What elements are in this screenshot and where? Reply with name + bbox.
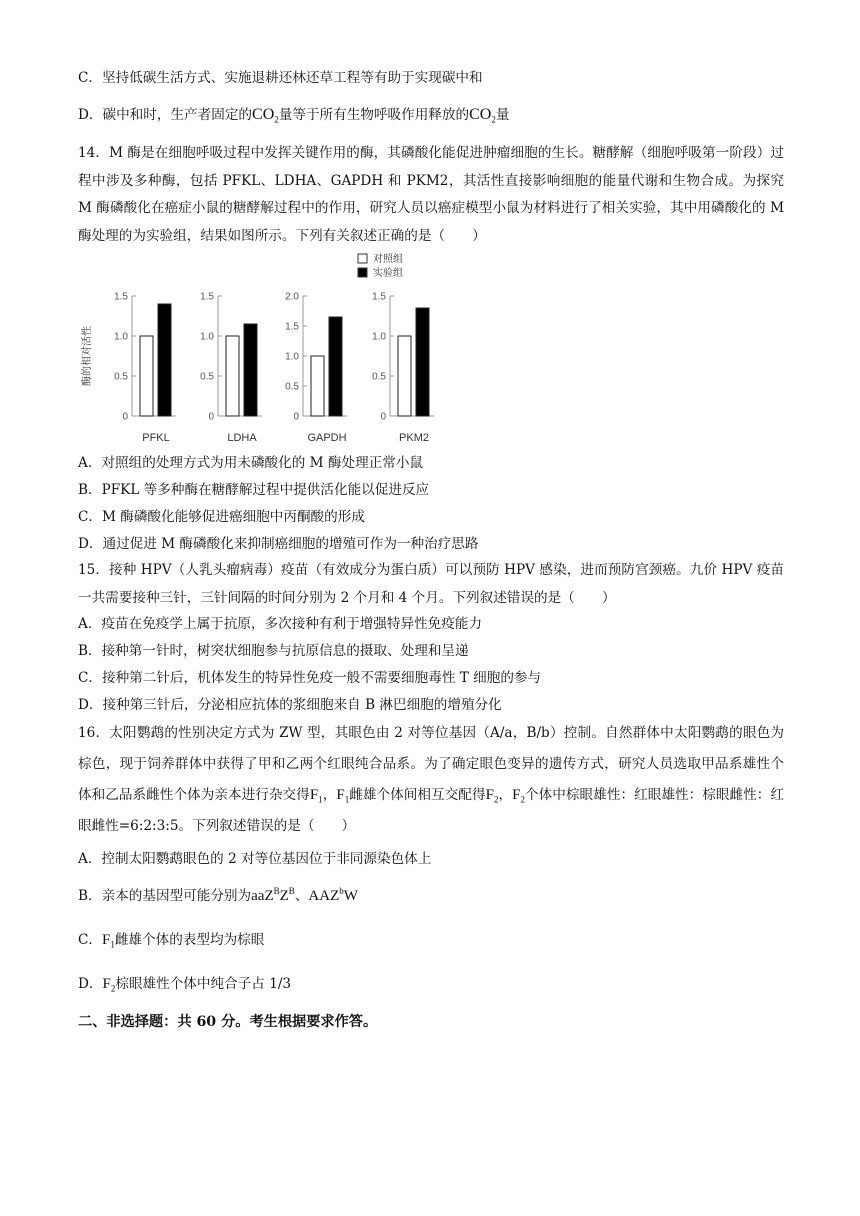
bar-GAPDH-experiment bbox=[329, 317, 342, 416]
legend-swatch-experiment bbox=[358, 268, 367, 277]
y-tick-label-PKM2: 1.0 bbox=[372, 331, 386, 343]
q16-option-b: B．亲本的基因型可能分别为$aaZ^BZ^B$、AAZ$^b$W bbox=[78, 886, 358, 904]
y-tick-label-PFKL: 0.5 bbox=[114, 371, 128, 383]
bar-GAPDH-control bbox=[311, 356, 324, 416]
q14-bar-chart bbox=[78, 248, 448, 448]
q13-option-d: D．碳中和时，生产者固定的$CO_2$量等于所有生物呼吸作用释放的$CO_2$量 bbox=[78, 106, 510, 125]
y-tick-label-PKM2: 1.5 bbox=[372, 291, 386, 303]
bar-PKM2-experiment bbox=[416, 308, 429, 416]
q15-stem: 15．接种 HPV（人乳头瘤病毒）疫苗（有效成分为蛋白质）可以预防 HPV 感染，进而预防宫颈癌。九价 HPV 疫苗一共需要接种三针，三针间隔的时间分别为 2 个月和 4 个月。下列叙述错误的是（ ） bbox=[78, 562, 784, 606]
y-tick-label-PKM2: 0 bbox=[380, 411, 386, 423]
category-label-GAPDH: GAPDH bbox=[307, 432, 347, 444]
y-tick-label-GAPDH: 0 bbox=[293, 411, 299, 423]
q14-option-c: C．M 酶磷酸化能够促进癌细胞中丙酮酸的形成 bbox=[78, 509, 365, 525]
bar-PFKL-control bbox=[140, 336, 153, 416]
category-label-PKM2: PKM2 bbox=[399, 432, 429, 444]
q13-option-c: C．坚持低碳生活方式、实施退耕还林还草工程等有助于实现碳中和 bbox=[78, 70, 483, 86]
q15-option-a: A．疫苗在免疫学上属于抗原，多次接种有利于增强特异性免疫能力 bbox=[78, 616, 483, 632]
q16-option-d: D．$F_2$棕眼雄性个体中纯合子占 1/3 bbox=[78, 976, 292, 994]
y-tick-label-GAPDH: 2.0 bbox=[285, 291, 299, 303]
section-2-heading: 二、非选择题：共 60 分。考生根据要求作答。 bbox=[78, 1014, 378, 1030]
legend-swatch-control bbox=[358, 254, 367, 263]
q16-option-c: C．$F_1$雌雄个体的表型均为棕眼 bbox=[78, 932, 265, 950]
q14-option-d: D．通过促进 M 酶磷酸化来抑制癌细胞的增殖可作为一种治疗思路 bbox=[78, 536, 479, 552]
y-tick-label-LDHA: 0 bbox=[208, 411, 214, 423]
y-tick-label-PFKL: 1.5 bbox=[114, 291, 128, 303]
y-tick-label-LDHA: 1.0 bbox=[200, 331, 214, 343]
y-tick-label-PFKL: 1.0 bbox=[114, 331, 128, 343]
y-axis-label: 酶的相对活性 bbox=[82, 326, 93, 386]
bar-PKM2-control bbox=[398, 336, 411, 416]
bar-PFKL-experiment bbox=[158, 304, 171, 416]
y-tick-label-PKM2: 0.5 bbox=[372, 371, 386, 383]
legend-label-control: 对照组 bbox=[373, 254, 403, 265]
q14-chart-svg bbox=[78, 248, 448, 448]
q15-option-d: D．接种第三针后，分泌相应抗体的浆细胞来自 B 淋巴细胞的增殖分化 bbox=[78, 697, 502, 713]
q15-option-c: C．接种第二针后，机体发生的特异性免疫一般不需要细胞毒性 T 细胞的参与 bbox=[78, 670, 542, 686]
q14-option-a: A．对照组的处理方式为用未磷酸化的 M 酶处理正常小鼠 bbox=[78, 455, 424, 471]
q14-stem: 14．M 酶是在细胞呼吸过程中发挥关键作用的酶，其磷酸化能促进肿瘤细胞的生长。糖酵解（细胞呼吸第一阶段）过程中涉及多种酶，包括 PFKL、LDHA、GAPDH 和 PKM2，其活性直接影响细胞的能量代谢和生物合成。为探究 M 酶磷酸化在癌症小鼠的糖酵解过程中的作用，研究人员以癌症模型小鼠为材料进行了相关实验，其中用磷酸化的 M 酶处理的为实验组，结果如图所示。下列有关叙述正确的是（ ） bbox=[78, 145, 784, 244]
y-tick-label-LDHA: 1.5 bbox=[200, 291, 214, 303]
y-tick-label-GAPDH: 1.0 bbox=[285, 351, 299, 363]
bar-LDHA-experiment bbox=[244, 324, 257, 416]
q14-option-b: B．PFKL 等多种酶在糖酵解过程中提供活化能以促进反应 bbox=[78, 482, 430, 498]
y-tick-label-GAPDH: 0.5 bbox=[285, 381, 299, 393]
y-tick-label-PFKL: 0 bbox=[122, 411, 128, 423]
q16-stem: 16．太阳鹦鹉的性别决定方式为 ZW 型，其眼色由 2 对等位基因（A/a，B/b）控制。自然群体中太阳鹦鹉的眼色为棕色，现于饲养群体中获得了甲和乙两个红眼纯合品系。为了确定眼色变异的遗传方式，研究人员选取甲品系雄性个体和乙品系雌性个体为亲本进行杂交得$F_1$，$F_1$雌雄个体间相互交配得$F_2$，$F_2$个体中棕眼雄性：红眼雄性：棕眼雌性：红眼雌性=6:2:3:5。下列叙述错误的是（ ） bbox=[78, 725, 785, 834]
y-tick-label-GAPDH: 1.5 bbox=[285, 321, 299, 333]
y-tick-label-LDHA: 0.5 bbox=[200, 371, 214, 383]
q15-option-b: B．接种第一针时，树突状细胞参与抗原信息的摄取、处理和呈递 bbox=[78, 643, 469, 659]
category-label-LDHA: LDHA bbox=[227, 432, 257, 444]
bar-LDHA-control bbox=[226, 336, 239, 416]
category-label-PFKL: PFKL bbox=[142, 432, 170, 444]
legend-label-experiment: 实验组 bbox=[373, 268, 403, 279]
q16-option-a: A．控制太阳鹦鹉眼色的 2 对等位基因位于非同源染色体上 bbox=[78, 851, 432, 867]
